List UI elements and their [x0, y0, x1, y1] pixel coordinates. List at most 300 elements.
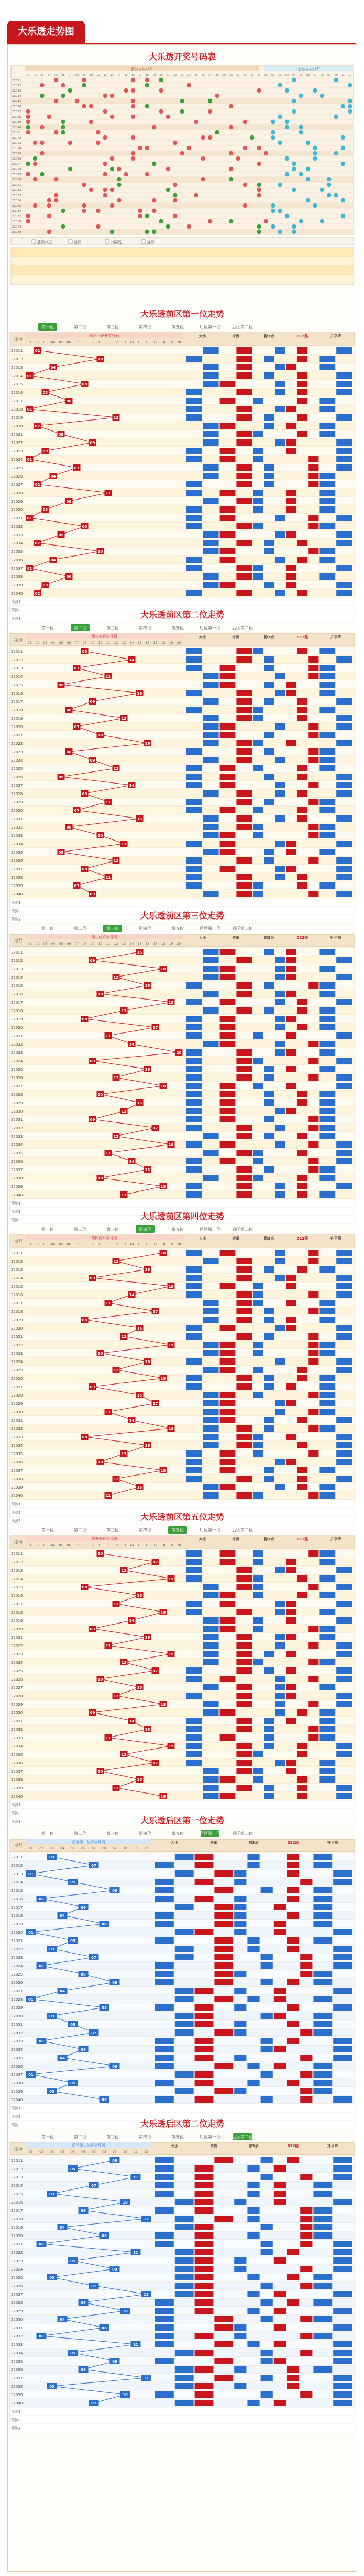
attribute-cell: [203, 464, 219, 471]
issue-number: 22030: [11, 1410, 23, 1414]
issue-number: 22020: [11, 1627, 23, 1631]
tab-label: 后区第一位: [200, 1528, 220, 1533]
trend-row: [10, 2181, 355, 2189]
attribute-cell: [336, 347, 352, 354]
issue-number: 22017: [11, 2209, 23, 2213]
attribute-cell: [214, 2341, 233, 2347]
attribute-cell: [264, 656, 274, 663]
number-column-label: 04: [51, 641, 56, 645]
attribute-cell: [236, 1191, 252, 1198]
issue-number: 22040: [11, 1795, 23, 1799]
attribute-cell: [286, 1693, 296, 1699]
attribute-cell: [319, 573, 335, 580]
attribute-cell: [333, 1929, 352, 1935]
back-ball: [299, 172, 303, 176]
attribute-cell: [261, 2299, 273, 2306]
issue-number: 22016: [11, 391, 23, 395]
attribute-cell: [264, 1317, 274, 1323]
attribute-cell: [336, 715, 352, 721]
back-ball: [299, 125, 303, 129]
front-ball: [131, 115, 135, 119]
trend-point-label: 18: [160, 1795, 166, 1799]
attribute-cell: [264, 665, 274, 671]
issue-number: 22037: [11, 566, 23, 571]
trend-row: [10, 664, 355, 672]
attribute-cell: [261, 2283, 273, 2289]
attribute-cell: [261, 2350, 273, 2356]
front-ball: [166, 188, 170, 192]
attribute-cell: [333, 2324, 352, 2331]
attribute-cell: [319, 1760, 335, 1766]
number-column-label: 06: [81, 1847, 85, 1851]
trend-point-label: 02: [35, 424, 40, 428]
attribute-cell: [319, 1007, 335, 1014]
attribute-cell: [308, 1392, 318, 1398]
attribute-cell: [186, 656, 202, 663]
attribute-cell: [275, 1709, 285, 1716]
attribute-cell: [203, 1684, 219, 1690]
attribute-cell: [236, 1183, 252, 1189]
front-ball: [103, 172, 107, 176]
back-ball: [278, 230, 282, 234]
front-ball: [110, 203, 114, 208]
attribute-cell: [214, 2358, 233, 2364]
trend-row: [10, 1717, 355, 1725]
front-ball: [257, 183, 261, 187]
attribute-cell: [175, 2071, 194, 2078]
trend-point-label: 09: [90, 892, 95, 897]
attribute-cell: [319, 807, 335, 813]
line-label: 第二位开奖号码: [91, 634, 117, 639]
front-ball: [61, 94, 65, 98]
front-ball: [236, 156, 240, 161]
trend-point-label: 14: [129, 1042, 135, 1047]
attribute-cell: [203, 740, 219, 746]
prediction-row: [10, 2407, 355, 2415]
trend-point-label: 11: [105, 1736, 111, 1740]
attribute-cell: [220, 1083, 236, 1089]
issue-number: 22026: [11, 2284, 23, 2288]
issue-number: 22019: [11, 2226, 23, 2230]
trend-point-label: 02: [35, 349, 40, 353]
column-number: 07: [68, 74, 72, 77]
trend-point-label: 09: [90, 700, 95, 704]
attribute-cell: [300, 1962, 312, 1969]
trend-point-label: 10: [97, 1460, 103, 1465]
trend-row: [10, 1424, 355, 1433]
attribute-cell: [236, 1442, 252, 1448]
attribute-cell: [186, 1166, 202, 1173]
tab-label: 第三位: [106, 2135, 119, 2139]
attribute-cell: [297, 1099, 307, 1106]
tab-label: 第一位: [41, 626, 54, 630]
attribute-cell: [155, 2207, 174, 2214]
attribute-cell: [155, 1896, 174, 1902]
trend-point-label: 03: [49, 2385, 54, 2389]
attribute-cell: [236, 540, 252, 546]
trend-point-label: 11: [105, 876, 111, 880]
attribute-cell: [186, 1091, 202, 1097]
issue-number: 22036: [11, 2368, 23, 2372]
front-ball: [47, 198, 51, 202]
attribute-cell: [203, 1425, 219, 1432]
trend-point-label: 08: [102, 2006, 107, 2010]
attribute-cell: [297, 648, 307, 654]
trend-point-label: 04: [50, 366, 56, 370]
group-header: 大小: [198, 334, 206, 338]
attribute-cell: [236, 498, 252, 504]
attribute-cell: [175, 2029, 194, 2036]
attribute-cell: [236, 1425, 252, 1432]
attribute-cell: [261, 2358, 273, 2364]
issue-number: 22014: [11, 1880, 23, 1885]
attribute-cell: [264, 1651, 274, 1657]
front-ball: [180, 109, 184, 114]
attribute-cell: [203, 1785, 219, 1791]
issue-number: 22033: [11, 834, 23, 838]
number-column-label: 04: [60, 1847, 64, 1851]
section-title: 大乐透前区第五位走势: [140, 1512, 225, 1522]
trend-row: [10, 2307, 355, 2315]
number-column-label: 14: [129, 942, 134, 946]
attribute-cell: [186, 1476, 202, 1482]
attribute-cell: [264, 1166, 274, 1173]
attribute-cell: [214, 2088, 233, 2094]
attribute-cell: [275, 1125, 285, 1131]
attribute-cell: [203, 439, 219, 446]
attribute-cell: [274, 2165, 286, 2172]
front-ball: [61, 224, 65, 229]
front-ball: [82, 209, 86, 213]
attribute-cell: [203, 1041, 219, 1047]
attribute-cell: [234, 2021, 246, 2027]
issue-number: 22011: [11, 1552, 23, 1556]
issue-number: 22023: [11, 2259, 23, 2263]
attribute-cell: [195, 2013, 214, 2019]
table-row: [11, 177, 354, 182]
attribute-cell: [186, 1141, 202, 1148]
front-ball: [152, 209, 156, 213]
attribute-cell: [186, 1099, 202, 1106]
attribute-cell: [333, 2046, 352, 2052]
number-column-label: 14: [129, 1243, 134, 1246]
back-ball: [320, 219, 324, 223]
attribute-cell: [308, 1676, 318, 1682]
attribute-cell: [214, 2157, 233, 2163]
trend-row: [10, 1307, 355, 1315]
issue-number: 22029: [11, 1402, 23, 1406]
attribute-cell: [195, 2299, 214, 2306]
issue-number: 22034: [11, 842, 23, 846]
attribute-cell: [297, 356, 307, 362]
front-ball: [61, 209, 65, 213]
trend-row: [10, 514, 355, 522]
issue-number: 22016: [11, 1594, 23, 1598]
attribute-cell: [319, 506, 335, 513]
group-header: 012路: [296, 936, 308, 940]
trend-row: [10, 1725, 355, 1733]
number-column-label: 04: [51, 1544, 56, 1547]
attribute-cell: [236, 1567, 252, 1573]
attribute-cell: [261, 2391, 273, 2398]
trend-point-label: 04: [60, 2318, 65, 2322]
front-ball: [61, 120, 65, 124]
trend-point-label: 16: [145, 1444, 150, 1448]
attribute-cell: [195, 2165, 214, 2172]
trend-point-label: 03: [49, 2192, 54, 2196]
trend-point-label: 09: [90, 1627, 95, 1631]
front-ball: [54, 198, 58, 202]
attribute-cell: [236, 356, 252, 362]
trend-point-label: 08: [102, 2234, 107, 2238]
trend-point-label: 07: [74, 725, 80, 729]
trend-row: [10, 2340, 355, 2348]
attribute-cell: [275, 1108, 285, 1114]
attribute-cell: [336, 1651, 352, 1657]
attribute-cell: [155, 2232, 174, 2239]
attribute-cell: [319, 1768, 335, 1774]
attribute-cell: [275, 439, 285, 446]
attribute-cell: [286, 1609, 296, 1615]
front-ball: [194, 193, 198, 197]
number-column-label: 08: [102, 2150, 106, 2154]
attribute-cell: [286, 1459, 296, 1465]
attribute-cell: [300, 2316, 312, 2322]
number-column-label: 08: [82, 341, 87, 344]
attribute-cell: [275, 866, 285, 872]
trend-row: [10, 1583, 355, 1591]
attribute-cell: [286, 490, 296, 496]
attribute-cell: [308, 1250, 318, 1256]
attribute-cell: [336, 565, 352, 571]
attribute-cell: [297, 1133, 307, 1139]
trend-row: [10, 1399, 355, 1408]
attribute-cell: [308, 1626, 318, 1632]
attribute-cell: [236, 1751, 252, 1757]
front-ball: [40, 151, 44, 155]
stats-row: [11, 275, 354, 283]
attribute-cell: [186, 999, 202, 1005]
attribute-cell: [234, 2199, 246, 2205]
issue-number: 22020: [11, 2234, 23, 2238]
attribute-cell: [236, 815, 252, 822]
attribute-cell: [333, 1954, 352, 1960]
attribute-cell: [308, 473, 318, 479]
front-ball: [96, 130, 100, 134]
attribute-cell: [253, 1150, 263, 1156]
trend-point-label: 12: [144, 2293, 149, 2297]
front-ball: [145, 172, 149, 176]
trend-point-label: 08: [82, 792, 87, 796]
issue-number: 22039: [11, 884, 23, 888]
trend-point-label: 12: [113, 767, 119, 771]
attribute-cell: [155, 2358, 174, 2364]
attribute-cell: [195, 2055, 214, 2061]
attribute-cell: [308, 1659, 318, 1665]
trend-row: [10, 1115, 355, 1124]
attribute-cell: [220, 732, 236, 738]
issue-number: 22015: [11, 1889, 23, 1893]
attribute-cell: [264, 1133, 274, 1139]
page-heading: 大乐透走势图: [7, 21, 85, 43]
trend-point-label: 12: [113, 975, 119, 980]
column-number: 10: [89, 74, 93, 77]
attribute-cell: [286, 1667, 296, 1674]
attribute-cell: [313, 1862, 332, 1868]
issue-number: 22017: [11, 700, 23, 704]
attribute-cell: [286, 573, 296, 580]
attribute-cell: [336, 1291, 352, 1298]
attribute-cell: [319, 1484, 335, 1490]
attribute-cell: [214, 1912, 233, 1919]
attribute-cell: [155, 2157, 174, 2163]
attribute-cell: [297, 431, 307, 437]
attribute-cell: [308, 1041, 318, 1047]
attribute-cell: [203, 790, 219, 797]
trend-point-label: 05: [70, 1880, 75, 1885]
issue-number: 22029: [11, 2006, 23, 2010]
attribute-cell: [155, 1971, 174, 1977]
attribute-cell: [247, 2274, 259, 2280]
attribute-cell: [236, 1684, 252, 1690]
back-ball: [285, 156, 289, 161]
issue-number: 22022: [11, 742, 23, 746]
attribute-cell: [275, 690, 285, 696]
trend-row: [10, 981, 355, 990]
attribute-cell: [175, 2291, 194, 2297]
issue-number: 22031: [11, 817, 23, 821]
attribute-cell: [155, 2191, 174, 2197]
attribute-cell: [308, 1308, 318, 1314]
attribute-cell: [274, 2358, 286, 2364]
attribute-cell: [319, 949, 335, 955]
attribute-cell: [308, 782, 318, 788]
attribute-cell: [319, 1300, 335, 1306]
trend-point-label: 14: [129, 658, 135, 662]
attribute-cell: [264, 698, 274, 705]
number-column-label: 07: [74, 942, 79, 946]
attribute-cell: [203, 1651, 219, 1657]
trend-row: [10, 2189, 355, 2198]
attribute-cell: [247, 2182, 259, 2188]
attribute-cell: [220, 765, 236, 771]
front-ball: [33, 162, 37, 166]
attribute-cell: [155, 1887, 174, 1893]
attribute-cell: [286, 949, 296, 955]
front-ball: [201, 156, 205, 161]
attribute-cell: [297, 1709, 307, 1716]
attribute-cell: [220, 1091, 236, 1097]
attribute-cell: [287, 2366, 299, 2373]
attribute-cell: [195, 2004, 214, 2011]
attribute-cell: [236, 1743, 252, 1749]
attribute-cell: [203, 849, 219, 855]
front-ball: [159, 219, 163, 223]
issue-number: 22017: [11, 1905, 23, 1910]
trend-point-label: 01: [28, 1872, 34, 1876]
attribute-cell: [336, 723, 352, 730]
trend-point-label: 12: [113, 1602, 119, 1606]
trend-point-label: 17: [152, 1560, 158, 1564]
front-ball: [54, 193, 58, 197]
back-ball: [334, 151, 338, 155]
column-number: 04: [292, 74, 296, 77]
attribute-cell: [247, 1854, 259, 1860]
attribute-cell: [220, 1734, 236, 1741]
back-ball: [334, 193, 338, 197]
attribute-cell: [297, 389, 307, 395]
issue-number: 22022: [11, 1042, 23, 1047]
issue-number: 22039: [12, 225, 21, 229]
attribute-cell: [308, 1409, 318, 1415]
front-ball: [180, 151, 184, 155]
number-column-label: 12: [114, 942, 118, 946]
attribute-cell: [275, 1609, 285, 1615]
attribute-cell: [336, 1141, 352, 1148]
attribute-cell: [333, 1988, 352, 1994]
front-ball: [89, 120, 93, 124]
front-ball: [131, 99, 135, 103]
attribute-cell: [220, 999, 236, 1005]
attribute-cell: [308, 515, 318, 521]
attribute-cell: [220, 1709, 236, 1716]
attribute-cell: [203, 682, 219, 688]
trend-point-label: 04: [60, 2226, 65, 2230]
attribute-cell: [336, 1793, 352, 1799]
trend-point-label: 18: [160, 1084, 166, 1088]
group-header: 大小: [198, 1537, 206, 1541]
group-header: 奇偶: [232, 1236, 240, 1241]
attribute-cell: [313, 2191, 332, 2197]
prediction-label: 预测1: [11, 1502, 21, 1506]
trend-point-label: 19: [168, 1652, 174, 1656]
trend-point-label: 06: [81, 1972, 86, 1977]
attribute-cell: [275, 1400, 285, 1406]
prediction-label: 预测1: [11, 600, 21, 604]
attribute-cell: [286, 1684, 296, 1690]
legend-checkbox: [69, 240, 72, 243]
attribute-cell: [195, 2224, 214, 2230]
attribute-cell: [220, 1676, 236, 1682]
trend-point-label: 10: [97, 1769, 103, 1774]
trend-point-label: 15: [137, 1326, 142, 1331]
attribute-cell: [319, 882, 335, 889]
issue-number: 22011: [11, 2159, 23, 2163]
attribute-cell: [236, 414, 252, 421]
attribute-cell: [300, 2241, 312, 2247]
attribute-cell: [275, 590, 285, 596]
attribute-cell: [253, 1575, 263, 1582]
trend-row: [10, 1249, 355, 1257]
attribute-cell: [297, 707, 307, 713]
issue-number: 22032: [12, 189, 21, 192]
trend-point-label: 05: [58, 533, 64, 537]
column-number: 02: [33, 74, 37, 77]
attribute-cell: [336, 531, 352, 538]
front-ball: [243, 120, 247, 124]
issue-number: 22040: [11, 592, 23, 596]
attribute-cell: [275, 757, 285, 763]
front-ball: [229, 167, 233, 171]
trend-point-label: 12: [113, 859, 119, 863]
attribute-cell: [333, 2391, 352, 2398]
issue-number: 22037: [11, 867, 23, 871]
column-number: 28: [215, 74, 219, 77]
number-column-label: 13: [122, 1243, 126, 1246]
issue-number: 22027: [11, 1989, 23, 1993]
trend-point-label: 16: [145, 1636, 150, 1640]
attribute-cell: [195, 1854, 214, 1860]
